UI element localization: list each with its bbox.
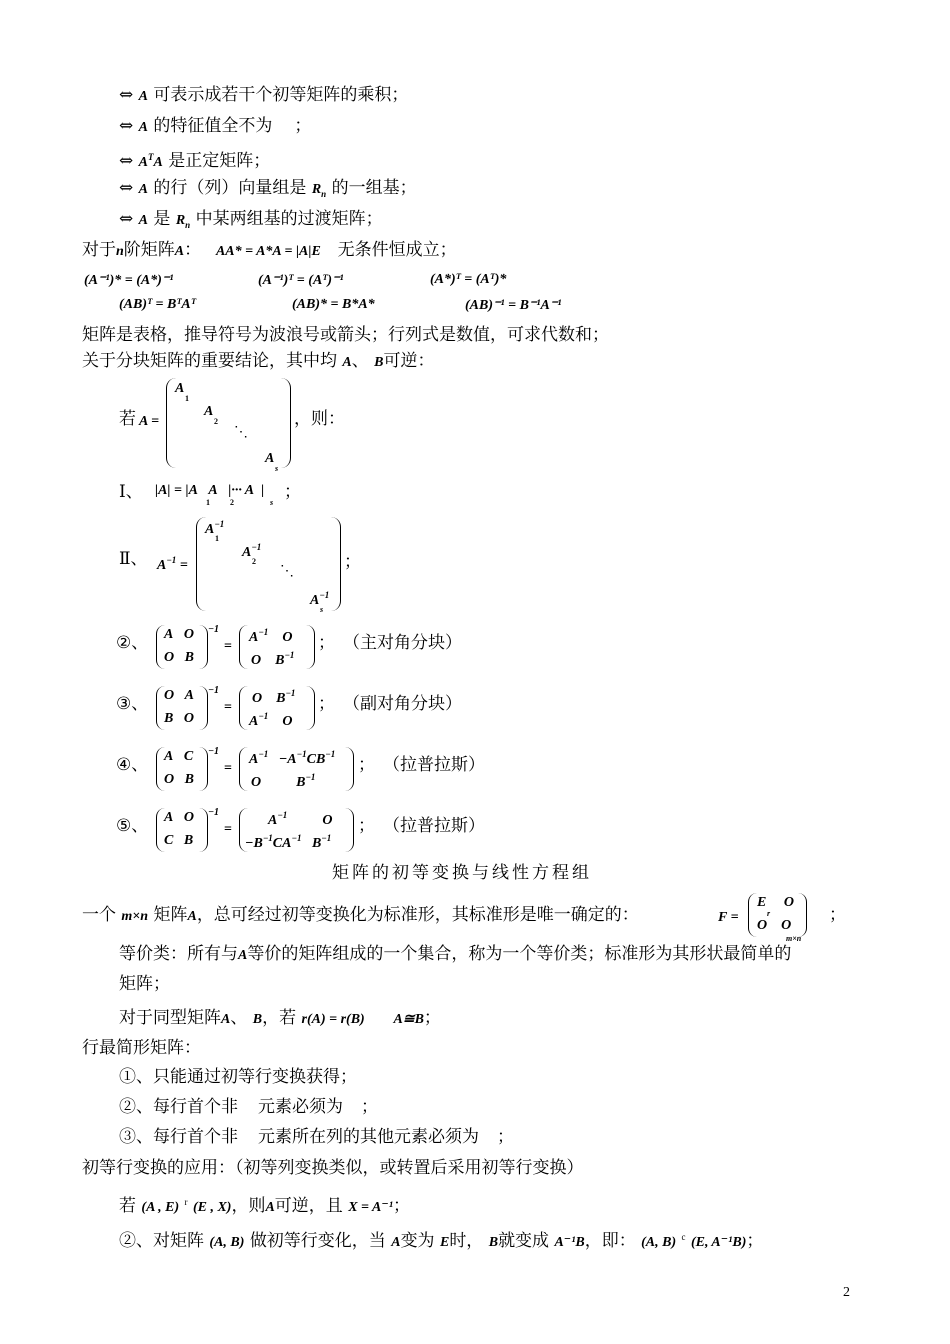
cond-text-5b: 中某两组基的过渡矩阵；: [195, 209, 383, 229]
math-A: A: [138, 120, 148, 135]
item-4-note: ； （拉普拉斯）: [358, 755, 485, 775]
iff-symbol: ⇔: [119, 209, 134, 229]
math-A: A: [138, 89, 148, 104]
rref-rule-1: ①、只能通过初等行变换获得；: [119, 1067, 357, 1087]
paren-left: [748, 893, 757, 937]
solve-by-row-ops: ②、对矩阵 (A, B) 做初等行变化，当 A变为 E时， B就变成 A⁻¹B，即： (A, B) $^c$ (E, A⁻¹B)；: [119, 1231, 764, 1251]
X-equals-Ainv: X = A⁻¹: [348, 1200, 393, 1215]
iff-symbol: ⇔: [119, 85, 134, 105]
text: 对于: [82, 240, 116, 260]
inverse-by-row-ops: 若 (A , E) $^r$ (E , X)，则A可逆，且 X = A⁻¹；: [119, 1196, 410, 1216]
block-3-lhs: O A: [164, 688, 194, 703]
paren-right: [199, 747, 208, 791]
block-2-rhs-row2: O $B^{-1}$: [251, 650, 295, 668]
block-matrix-intro: [82, 350, 435, 374]
text: 、: [351, 351, 369, 371]
math-A: A: [187, 909, 197, 924]
block-2-lhs-row2: O B: [164, 650, 194, 665]
block-A1-inv: $A^{-1}$: [205, 519, 225, 537]
math-B: B: [374, 355, 384, 370]
block-2-lhs: A O: [164, 627, 194, 642]
inverse-sup: −1: [208, 746, 220, 757]
Ainv-B: A⁻¹B: [554, 1235, 585, 1250]
inverse-sup: −1: [208, 807, 220, 818]
block-2-rhs: $A^{-1}$ O: [249, 627, 293, 645]
rref-rule-3: ③、每行首个非 元素所在列的其他元素必须为 ；: [119, 1127, 514, 1147]
augmented-AB: (A, B): [209, 1235, 245, 1250]
block-As-inv: $A^{-1}$: [310, 590, 330, 608]
inverse-sup: −1: [208, 685, 220, 696]
item-2-label: ②、: [116, 633, 149, 653]
block-5-rhs-row2: $-B^{-1}CA^{-1}$ $B^{-1}$: [245, 833, 332, 851]
F-subscript: m×n: [786, 934, 802, 943]
paren-right: [280, 378, 291, 468]
item-5-note: ； （拉普拉斯）: [358, 816, 485, 836]
text: 阶矩阵: [123, 240, 175, 260]
math-AT: $A^TA$: [138, 152, 163, 170]
block-4-rhs: $A^{-1} -A^{-1}CB^{-1}$: [249, 749, 336, 767]
section-title: 矩阵的初等变换与线性方程组: [332, 863, 592, 883]
page-number: 2: [843, 1285, 850, 1300]
equivalence-class-line: 等价类：所有与A等价的矩阵组成的一个集合，称为一个等价类；标准形为其形状最简单的: [119, 944, 792, 964]
item-5-label: ⑤、: [116, 816, 149, 836]
roman-1: Ⅰ、: [119, 482, 143, 502]
cond-text-1: 可表示成若干个初等矩阵的乘积；: [153, 85, 409, 105]
block-4-lhs: A C: [164, 749, 194, 764]
cond-line-1: [119, 84, 408, 108]
math-E: E: [439, 1235, 450, 1250]
math-A: A: [138, 182, 148, 197]
math-A: A: [174, 244, 185, 259]
roman-2: Ⅱ、: [119, 549, 148, 569]
block-4-rhs-row2: O $B^{-1}$: [251, 772, 316, 790]
row-op-application-heading: 初等行变换的应用：（初等列变换类似，或转置后采用初等行变换）: [82, 1158, 584, 1178]
math-A: A: [342, 355, 352, 370]
adjugate-identity: AA* = A*A = |A|E: [215, 244, 321, 259]
block-As: A: [265, 451, 275, 466]
formula-2: (A⁻¹)ᵀ = (Aᵀ)⁻¹: [258, 273, 344, 288]
Ainv-equals: $A^{-1}$ =: [157, 555, 188, 573]
iff-symbol: ⇔: [119, 178, 134, 198]
cond-line-5: [119, 208, 383, 236]
paren-left: [239, 686, 248, 730]
math-B: B: [252, 1012, 263, 1027]
inverse-sup: −1: [208, 624, 220, 635]
math-n: n: [116, 244, 124, 259]
document-page: ⇔ A 可表示成若干个初等矩阵的乘积； ⇔ A 的特征值全不为 ； ⇔ $A^TA$ 是正定矩阵； ⇔ A 的行（列）向量组是 $R_n$ 的一组基； ⇔ A 是 $R_n$ 中某两组基的过渡矩阵； 对于n阶矩阵A： AA* = A*A = |A|E 无条件恒成立； (A⁻¹)* = (A*)⁻¹ (A⁻¹)ᵀ = (Aᵀ)⁻¹ (A*)ᵀ = (Aᵀ)* (AB)ᵀ = BᵀAᵀ (AB)* = B*A* (AB)⁻¹ = B⁻¹A⁻¹ 矩阵是表格，推导符号为波浪号或箭头；行列式是数值，可求代数和； 关于分块矩阵的重要结论，其中均 A、 B可逆： 若 A = A 1 A 2 ⋱ A s ，则： Ⅰ、 |A| = |A A |··· A | 1 2 s ； Ⅱ、 $A^{-1}$ = $A^{-1}$ 1 $A^{-1}$ 2 ⋱ $A^{-1}$ s ； ②、 A O O B −1 = $A^{-1}$ O O $B^{-1}$ ； （主对角分块） ③、 O A B O −1 = O $B^{-1}$ $A^{-1}$ O ； （副对角分块） ④、 A C O B −1 = $A^{-1} -A^{-1}CB^{-1}$ O $B^{-1}$ ； （拉普拉斯） ⑤、 A O C B −1 = $A^{-1}$ O $-B^{-1}CA^{-1}$ $B^{-1}$ ； （拉普拉斯） 矩阵的初等变换与线性方程组 一个 m×n 矩阵A，总可经过初等变换化为标准形，其标准形是唯一确定的： F = E O r O O m×n ； 等价类：所有与A等价的矩阵组成的一个集合，称为一个等价类；标准形为其形状最简单的 矩阵； 对于同型矩阵A、 B，若 r(A) = r(B) A≅B； 行最简形矩阵： ①、只能通过初等行变换获得； ②、每行首个非 元素必须为 ； ③、每行首个非 元素所在列的其他元素必须为 ； 初等行变换的应用：（初等列变换类似，或转置后采用初等行变换） 若 (A , E) $^r$ (E , X)，则A可逆，且 X = A⁻¹； ②、对矩阵 (A, B) 做初等行变化，当 A变为 E时， B就变成 A⁻¹B，即： (A, B) $^c$ (E, A⁻¹B)； 2: [0, 0, 950, 1344]
block-4-lhs-row2: O B: [164, 772, 194, 787]
block-3-rhs: O $B^{-1}$: [252, 688, 296, 706]
F-equals: F =: [718, 910, 739, 925]
math-A: A: [238, 948, 248, 963]
same-type-line: 对于同型矩阵A、 B，若 r(A) = r(B) A≅B；: [119, 1008, 441, 1028]
cond-text-5a: 是: [153, 209, 171, 229]
diag-dots: ⋱: [234, 425, 248, 440]
block-A1: A: [175, 381, 185, 396]
cond-line-4: [119, 177, 417, 205]
rref-heading: 行最简形矩阵：: [82, 1038, 201, 1058]
paren-right: [798, 893, 807, 937]
block-5-lhs-row2: C B: [164, 833, 194, 848]
augmented-E-AinvB: (E, A⁻¹B): [690, 1235, 747, 1250]
block-3-lhs-row2: B O: [164, 711, 194, 726]
math-A: A: [138, 213, 148, 228]
formula-5: (AB)* = B*A*: [292, 297, 375, 312]
block-5-rhs: $A^{-1}$ O: [268, 810, 333, 828]
paren-left: [239, 747, 248, 791]
block-5-lhs: A O: [164, 810, 194, 825]
diag-dots: ⋱: [280, 564, 294, 579]
cond-text-4a: 的行（列）向量组是: [153, 178, 307, 198]
augmented-EX: (E , X): [192, 1200, 232, 1215]
math-A: A: [391, 1235, 401, 1250]
item-3-label: ③、: [116, 694, 149, 714]
paren-right: [199, 625, 208, 669]
if-label: 若: [119, 409, 136, 429]
adjugate-line: [82, 239, 457, 263]
paren-right: [345, 747, 354, 791]
cond-line-2: [119, 115, 311, 139]
formula-3: (A*)ᵀ = (Aᵀ)*: [430, 272, 507, 287]
paren-right: [306, 686, 315, 730]
then-label: ，则：: [294, 409, 345, 429]
iff-symbol: ⇔: [119, 116, 134, 136]
rref-rule-2: ②、每行首个非 元素必须为 ；: [119, 1097, 378, 1117]
text: ：: [184, 240, 202, 260]
paren-right: [345, 808, 354, 852]
cond-line-3: [119, 146, 270, 174]
math-Rn: $R_n$: [311, 182, 327, 199]
block-A2: A: [204, 404, 214, 419]
item-3-note: ； （副对角分块）: [318, 694, 462, 714]
cond-text-2: 的特征值全不为: [153, 116, 273, 136]
item-2-note: ； （主对角分块）: [318, 633, 462, 653]
formula-6: (AB)⁻¹ = B⁻¹A⁻¹: [465, 298, 562, 313]
A-equals: A =: [139, 414, 160, 429]
paren-right: [330, 517, 341, 611]
paren-right: [199, 686, 208, 730]
text: 可逆：: [383, 351, 435, 371]
semicolon: ；: [294, 116, 312, 136]
text: 关于分块矩阵的重要结论，其中均: [82, 351, 337, 371]
semicolon: ；: [344, 552, 361, 572]
matrix-vs-determinant-line: 矩阵是表格，推导符号为波浪号或箭头；行列式是数值，可求代数和；: [82, 325, 609, 345]
cond-text-3: 是正定矩阵；: [168, 151, 271, 171]
paren-left: [239, 625, 248, 669]
item-4-label: ④、: [116, 755, 149, 775]
rank-equality: r(A) = r(B): [301, 1012, 365, 1027]
block-3-rhs-row2: $A^{-1}$ O: [249, 711, 293, 729]
semicolon: ；: [829, 905, 846, 925]
math-mxn: m×n: [121, 909, 149, 924]
paren-right: [306, 625, 315, 669]
math-A: A: [265, 1200, 275, 1215]
equals: =: [224, 639, 232, 654]
standard-form-line: 一个 m×n 矩阵A，总可经过初等变换化为标准形，其标准形是唯一确定的：: [82, 905, 639, 925]
augmented-AE: (A , E): [141, 1200, 180, 1215]
math-A: A: [221, 1012, 231, 1027]
equivalence-class-line-2: 矩阵；: [119, 974, 170, 994]
augmented-AB: (A, B): [641, 1235, 677, 1250]
equals: =: [224, 700, 232, 715]
formula-1: (A⁻¹)* = (A*)⁻¹: [84, 273, 174, 288]
block-det-formula: |A| = |A A |··· A |: [155, 483, 265, 498]
standard-form-E: E O: [757, 895, 794, 910]
col-mark: c: [681, 1232, 686, 1242]
text: 无条件恒成立；: [337, 240, 457, 260]
cond-text-4b: 的一组基；: [331, 178, 417, 198]
math-Rn: $R_n$: [175, 213, 191, 230]
row-equiv-mark: r: [184, 1197, 188, 1207]
math-B: B: [488, 1235, 499, 1250]
formula-4: (AB)ᵀ = BᵀAᵀ: [119, 297, 196, 312]
equivalence: A≅B: [393, 1012, 424, 1027]
equals: =: [224, 761, 232, 776]
semicolon: ；: [284, 482, 301, 502]
iff-symbol: ⇔: [119, 151, 134, 171]
block-A2-inv: $A^{-1}$: [242, 542, 262, 560]
equals: =: [224, 822, 232, 837]
paren-right: [199, 808, 208, 852]
standard-form-row2: O O: [757, 918, 792, 933]
